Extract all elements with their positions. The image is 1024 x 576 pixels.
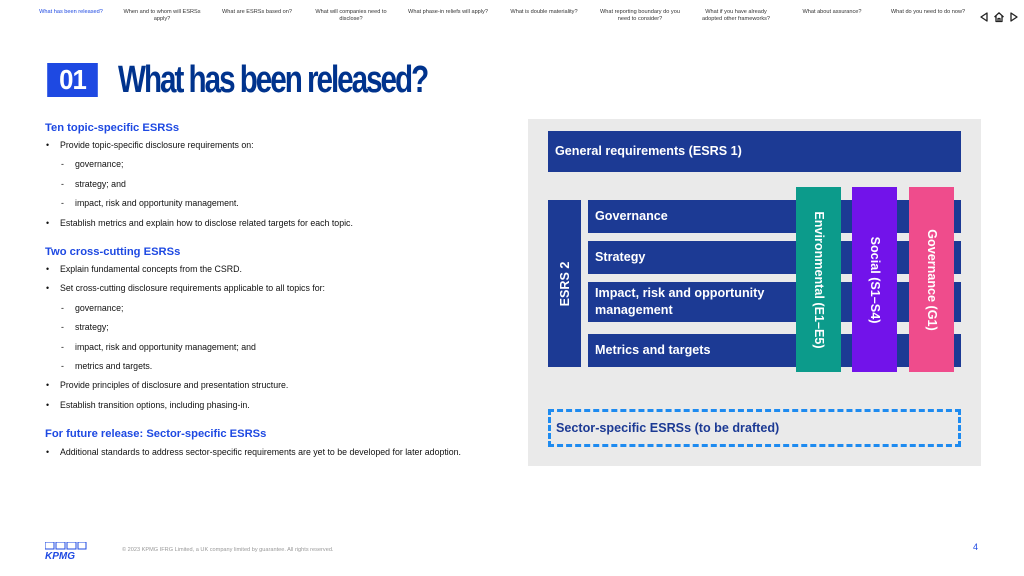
list-item: • Establish transition options, including phasing-in. [45,396,475,415]
list-item: • Provide topic-specific disclosure requirements on: [45,136,475,155]
esrs2-label: ESRS 2 [557,261,572,306]
list-item: - impact, risk and opportunity management. [45,194,475,213]
nav-item-other-frameworks[interactable]: What if you have already adopted other frameworks? [701,9,771,22]
esrs-structure-diagram [528,119,981,466]
kpmg-logo [45,542,87,560]
list-item: - governance; [45,299,475,318]
row-label: Impact, risk and opportunity management [595,286,765,317]
topic-specific-heading: Ten topic-specific ESRSs [45,122,180,134]
esrs2-box [548,200,581,367]
row-label: Strategy [595,250,646,264]
page-title: What has been released? [118,59,428,101]
nav-item-disclose[interactable]: What will companies need to disclose? [315,9,387,22]
list-item: • Explain fundamental concepts from the CSRD. [45,260,475,279]
row-label: Governance [595,209,668,223]
nav-item-released[interactable]: What has been released? [39,9,103,15]
social-column [852,187,897,372]
list-item: - governance; [45,155,475,174]
home-icon[interactable] [993,11,1005,23]
list-item: • Establish metrics and explain how to disclose related targets for each topic. [45,214,475,233]
list-item: • Provide principles of disclosure and presentation structure. [45,376,475,395]
list-item: • Additional standards to address sector-specific requirements are yet to be developed for later adoption. [45,442,465,458]
list-item: - strategy; [45,318,475,337]
list-item: - metrics and targets. [45,357,475,376]
future-release-heading: For future release: Sector-specific ESRSs [45,428,267,441]
list-item: • Set cross-cutting disclosure requirements applicable to all topics for: [45,279,475,298]
copyright-text: © 2023 KPMG IFRG Limited, a UK company limited by guarantee. All rights reserved. [122,547,334,553]
nav-item-do-now[interactable]: What do you need to do now? [890,9,966,15]
column-label: Governance (G1) [924,228,939,331]
column-label: Social (S1–S4) [867,236,882,323]
list-item: - impact, risk and opportunity management; and [45,338,475,357]
sector-specific-box: Sector-specific ESRSs (to be drafted) [548,409,961,447]
logo-text: KPMG [45,551,75,560]
forward-icon[interactable] [1008,11,1020,23]
section-number: 01 [47,63,98,97]
nav-item-reporting-boundary[interactable]: What reporting boundary do you need to consider? [600,9,680,22]
governance-column [909,187,954,372]
row-label: Metrics and targets [595,343,711,357]
nav-item-assurance[interactable]: What about assurance? [802,9,862,15]
nav-item-double-materiality[interactable]: What is double materiality? [510,9,578,15]
left-content [45,120,475,458]
nav-icons [978,10,1020,24]
back-icon[interactable] [978,11,990,23]
page-number: 4 [973,542,979,552]
nav-item-when-apply[interactable]: When and to whom will ESRSs apply? [123,9,201,22]
column-label: Environmental (E1–E5) [811,210,826,349]
cross-cutting-heading: Two cross-cutting ESRSs [45,246,181,259]
row-strategy [588,241,961,274]
general-requirements-box: General requirements (ESRS 1) [548,131,961,172]
nav-item-phase-in[interactable]: What phase-in reliefs will apply? [408,9,488,15]
row-impact-risk [588,282,961,322]
row-governance [588,200,961,233]
top-navigation [30,9,970,35]
row-metrics-targets [588,334,961,367]
nav-item-based-on[interactable]: What are ESRSs based on? [222,9,292,15]
list-item: - strategy; and [45,175,475,194]
environmental-column [796,187,841,372]
